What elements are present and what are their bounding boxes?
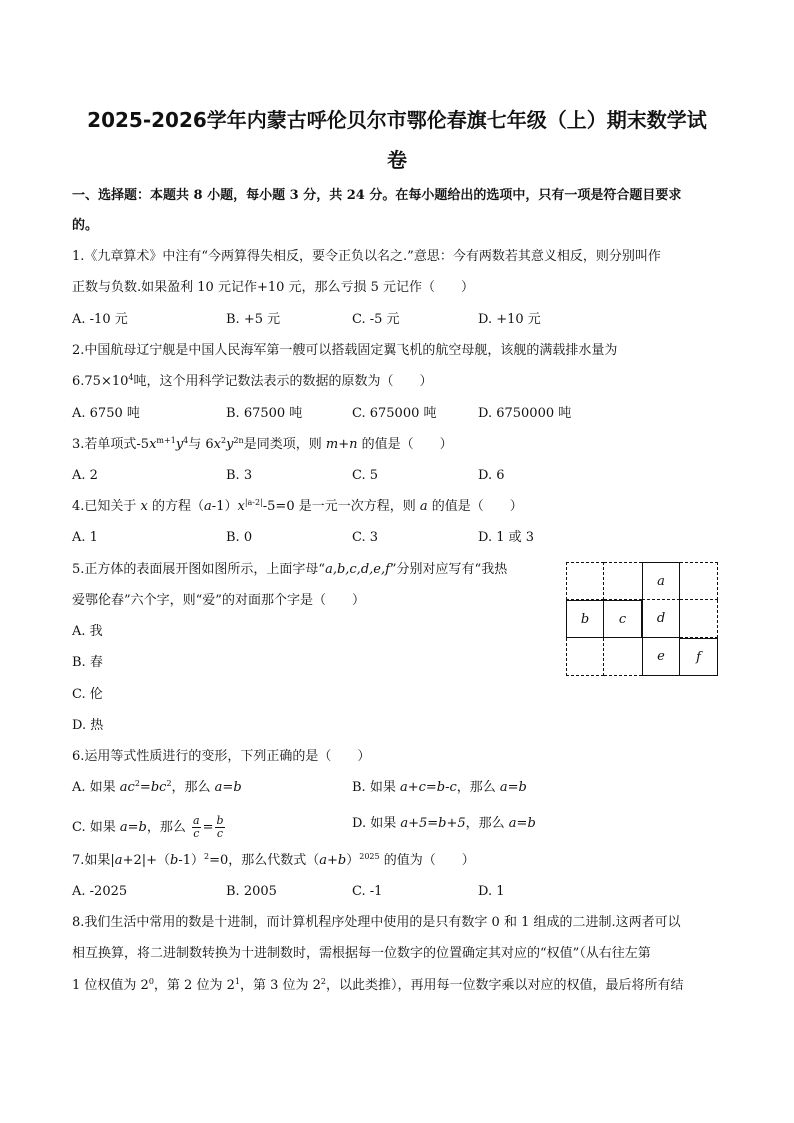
q3-option-b: B. 3 — [226, 468, 253, 483]
q7-stem: 7.如果$|a+2|+(b-1)^2=0$，那么代数式$(a+b)^{2025}$ 的值为（ ） — [72, 852, 475, 868]
net-cell-empty — [680, 562, 718, 600]
q3-option-c: C. 5 — [352, 468, 379, 483]
q7-option-a: A. -2025 — [72, 884, 128, 899]
q2-option-c: C. 675000 吨 — [352, 406, 437, 421]
exam-title — [70, 100, 724, 180]
q6-stem: 6.运用等式性质进行的变形，下列正确的是（ ） — [72, 749, 371, 764]
net-cell-f: f — [680, 638, 718, 676]
q6-option-c: C. 如果 a=b，那么 $\frac{a}{c}$ = $\frac{b}{c}$ — [72, 814, 224, 840]
q2-option-d: D. 6750000 吨 — [478, 406, 572, 421]
net-cell-empty — [566, 638, 604, 676]
cube-net-figure — [566, 562, 719, 676]
q1-stem-line1: 1.《九章算术》中注有“今两算得失相反，要令正负以名之.”意思：今有两数若其意义相反，则分别叫作 — [72, 249, 661, 264]
net-cell-e: e — [642, 638, 680, 676]
q1-stem-line2: 正数与负数.如果盈利 10 元记作+10 元，那么亏损 5 元记作（ ） — [72, 280, 475, 295]
q8-stem-line3: 1 位权值为 $2^0$，第 2 位为 $2^1$，第 3 位为 $2^2$，以此类推），再用每一位数字乘以对应的权值，最后将所有结 — [72, 977, 684, 993]
q5-stem-line2: 爱鄂伦春”六个字，则“爱”的对面那个字是（ ） — [72, 593, 365, 608]
net-cell-empty — [604, 638, 642, 676]
q5-option-a: A. 我 — [72, 624, 103, 639]
q5-option-c: C. 伦 — [72, 687, 103, 702]
q2-option-a: A. 6750 吨 — [72, 406, 140, 421]
q8-stem-line2: 相互换算，将二进制数转换为十进制数时，需根据每一位数字的位置确定其对应的“权值”（从右往左第 — [72, 946, 651, 961]
exam-title-line2: 卷 — [387, 148, 407, 172]
section-header-line2: 的。 — [72, 218, 99, 233]
fraction-a-over-c: $\frac{a}{c}$ — [193, 814, 200, 840]
net-cell-c: c — [604, 600, 642, 638]
q1-option-a: A. -10 元 — [72, 312, 128, 327]
q3-stem: 3.若单项式$-5x^{m+1}y^4$与 $6x^2y^{2n}$是同类项，则 m+n 的值是（ ） — [72, 436, 453, 452]
q1-option-b: B. +5 元 — [226, 312, 281, 327]
q2-stem-line2: $6.75\times 10^4$吨，这个用科学记数法表示的数据的原数为（ ） — [72, 373, 433, 389]
q1-option-c: C. -5 元 — [352, 312, 400, 327]
q6-option-a: A. 如果 $ac^2=bc^2$，那么 a=b — [72, 779, 242, 795]
q4-option-c: C. 3 — [352, 530, 379, 545]
q8-stem-line1: 8.我们生活中常用的数是十进制，而计算机程序处理中使用的是只有数字 0 和 1 组成的二进制.这两者可以 — [72, 915, 681, 930]
net-cell-a: a — [642, 562, 680, 600]
q5-stem-line1: 5.正方体的表面展开图如图所示，上面字母“a,b,c,d,e,f”分别对应写有“我热 — [72, 562, 508, 577]
q6-option-b: B. 如果 a+c=b-c，那么 a=b — [352, 780, 527, 795]
q3-option-a: A. 2 — [72, 468, 98, 483]
net-cell-empty — [604, 562, 642, 600]
exam-title-line1: 2025-2026学年内蒙古呼伦贝尔市鄂伦春旗七年级（上）期末数学试 — [87, 108, 707, 132]
q4-option-b: B. 0 — [226, 530, 253, 545]
net-cell-empty — [566, 562, 604, 600]
net-cell-empty — [680, 600, 718, 638]
q6-option-d: D. 如果 a+5=b+5，那么 a=b — [352, 816, 536, 831]
q3-option-d: D. 6 — [478, 468, 505, 483]
q7-option-c: C. -1 — [352, 884, 383, 899]
q5-option-d: D. 热 — [72, 718, 104, 733]
net-cell-d: d — [642, 600, 680, 638]
net-cell-b: b — [566, 600, 604, 638]
q4-stem: 4.已知关于 x 的方程$(a-1)x^{|a-2|}-5=0$ 是一元一次方程，则 a 的值是（ ） — [72, 498, 523, 514]
q7-option-d: D. 1 — [478, 884, 505, 899]
fraction-b-over-c: $\frac{b}{c}$ — [216, 814, 224, 840]
q7-option-b: B. 2005 — [226, 884, 277, 899]
q2-option-b: B. 67500 吨 — [226, 406, 303, 421]
q5-option-b: B. 春 — [72, 655, 103, 670]
q4-option-d: D. 1 或 3 — [478, 530, 535, 545]
q1-option-d: D. +10 元 — [478, 312, 541, 327]
q2-stem-line1: 2.中国航母辽宁舰是中国人民海军第一艘可以搭载固定翼飞机的航空母舰，该舰的满载排水量为 — [72, 343, 618, 358]
q4-option-a: A. 1 — [72, 530, 98, 545]
section-header-line1: 一、选择题：本题共 8 小题，每小题 3 分，共 24 分。在每小题给出的选项中，只有一项是符合题目要求 — [72, 188, 682, 203]
